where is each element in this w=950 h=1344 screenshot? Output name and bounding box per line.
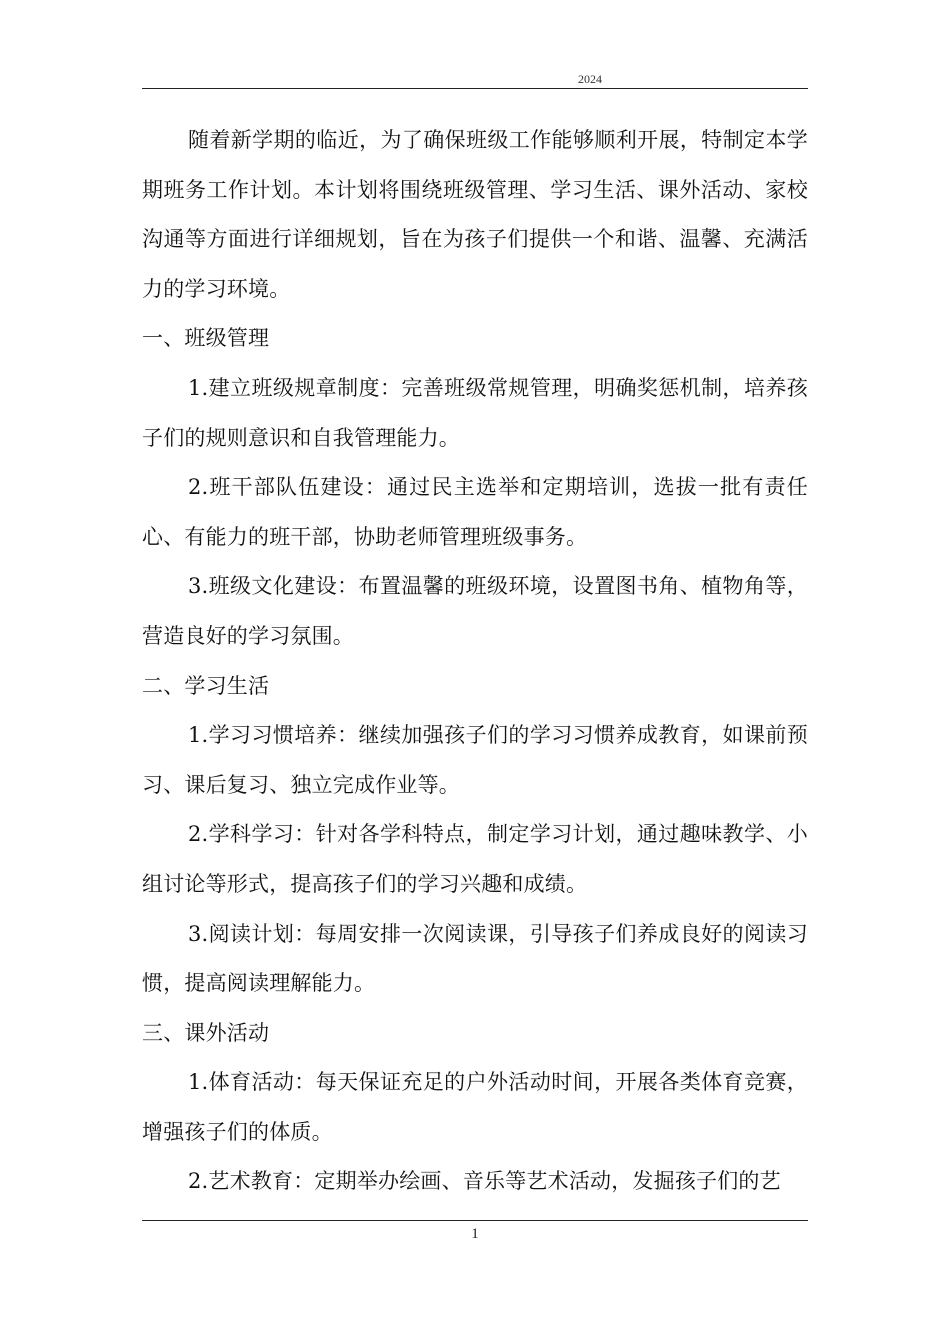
list-item: 1.体育活动：每天保证充足的户外活动时间，开展各类体育竞赛，增强孩子们的体质。 bbox=[142, 1070, 808, 1144]
list-item: 2.学科学习：针对各学科特点，制定学习计划，通过趣味教学、小组讨论等形式，提高孩子们的学习兴趣和成绩。 bbox=[142, 822, 808, 896]
section-heading-class-management: 一、班级管理 bbox=[142, 326, 270, 351]
list-item: 2.班干部队伍建设：通过民主选举和定期培训，选拔一批有责任心、有能力的班干部，协助老师管理班级事务。 bbox=[142, 475, 808, 549]
footer-rule bbox=[142, 1220, 808, 1221]
intro-paragraph: 随着新学期的临近，为了确保班级工作能够顺利开展，特制定本学期班务工作计划。本计划将围绕班级管理、学习生活、课外活动、家校沟通等方面进行详细规划，旨在为孩子们提供一个和谐、温馨、充满活力的学习环境。 bbox=[142, 128, 808, 301]
list-item: 3.阅读计划：每周安排一次阅读课，引导孩子们养成良好的阅读习惯，提高阅读理解能力。 bbox=[142, 921, 808, 996]
section-heading-extracurricular: 三、课外活动 bbox=[142, 1020, 270, 1045]
header-year: 2024 bbox=[578, 72, 602, 86]
page-number: 1 bbox=[471, 1226, 479, 1242]
header-rule bbox=[142, 88, 808, 89]
list-item: 2.艺术教育：定期举办绘画、音乐等艺术活动，发掘孩子们的艺 bbox=[188, 1169, 781, 1194]
list-item: 1.建立班级规章制度：完善班级常规管理，明确奖惩机制，培养孩子们的规则意识和自我管理能力。 bbox=[142, 375, 808, 450]
document-body bbox=[142, 116, 808, 1207]
list-item: 1.学习习惯培养：继续加强孩子们的学习习惯养成教育，如课前预习、课后复习、独立完成作业等。 bbox=[142, 723, 808, 797]
section-heading-study-life: 二、学习生活 bbox=[142, 673, 270, 698]
list-item: 3.班级文化建设：布置温馨的班级环境，设置图书角、植物角等，营造良好的学习氛围。 bbox=[142, 574, 808, 648]
